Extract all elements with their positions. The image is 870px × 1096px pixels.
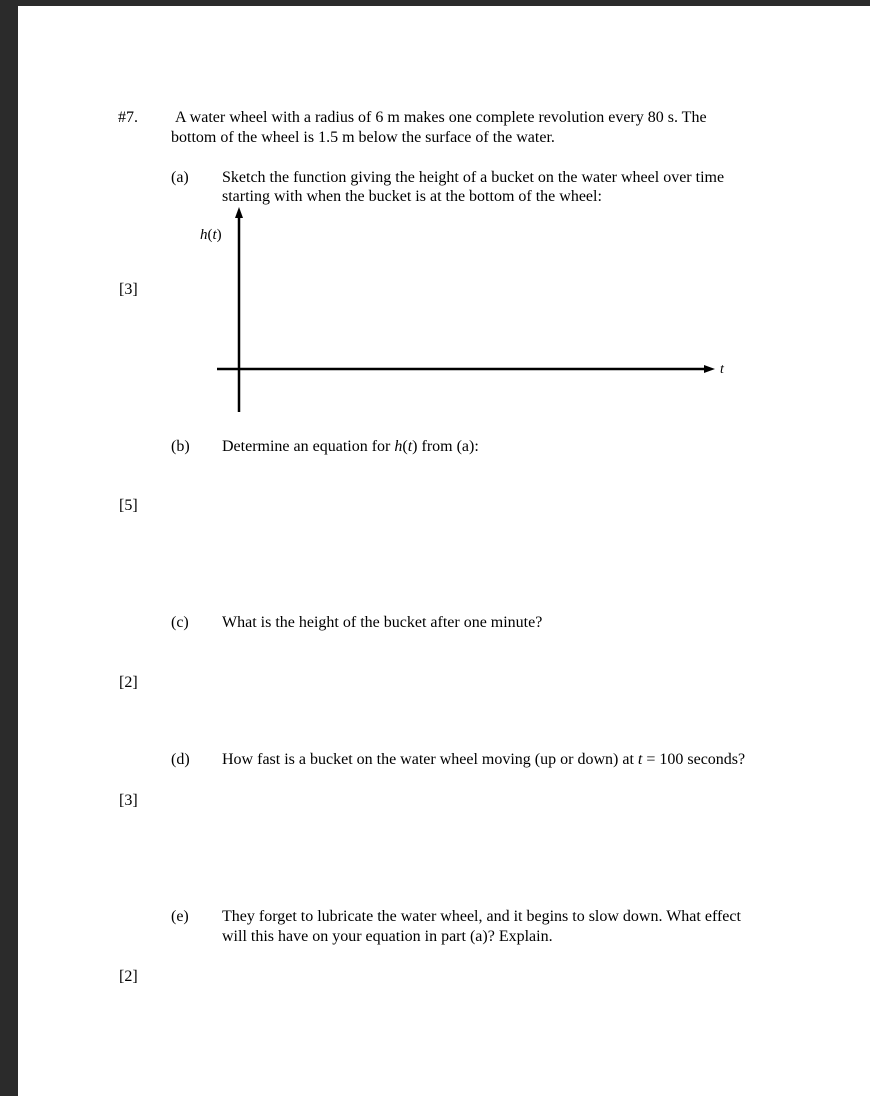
part-d-label: (d) <box>171 751 190 768</box>
y-axis-label: h(t) <box>200 227 222 243</box>
question-stem-line2: bottom of the wheel is 1.5 m below the surface of the water. <box>171 129 555 146</box>
part-a-text-line1: Sketch the function giving the height of a bucket on the water wheel over time <box>222 169 725 186</box>
worksheet-page <box>18 6 870 1096</box>
part-e-text-line1: They forget to lubricate the water wheel, and it begins to slow down. What effect <box>222 908 741 925</box>
x-axis-label: t <box>720 362 724 377</box>
part-c-text: What is the height of the bucket after one minute? <box>222 614 543 631</box>
y-axis-arrowhead <box>235 207 243 218</box>
question-stem-line1: A water wheel with a radius of 6 m makes one complete revolution every 80 s. The <box>175 109 707 126</box>
part-b-marks: [5] <box>119 497 138 514</box>
part-e-text-line2: will this have on your equation in part (a)? Explain. <box>222 928 553 945</box>
part-a-text-line2: starting with when the bucket is at the bottom of the wheel: <box>222 188 602 205</box>
question-number: #7. <box>118 109 138 126</box>
part-c-label: (c) <box>171 614 189 631</box>
part-d-text: How fast is a bucket on the water wheel moving (up or down) at t = 100 seconds? <box>222 751 746 768</box>
part-e-label: (e) <box>171 908 189 925</box>
part-c-marks: [2] <box>119 674 138 691</box>
x-axis-arrowhead <box>704 365 715 373</box>
part-b-text: Determine an equation for h(t) from (a): <box>222 438 479 455</box>
part-e-marks: [2] <box>119 968 138 985</box>
part-b-label: (b) <box>171 438 190 455</box>
part-d-marks: [3] <box>119 792 138 809</box>
part-a-marks: [3] <box>119 281 138 298</box>
part-a-label: (a) <box>171 169 189 186</box>
